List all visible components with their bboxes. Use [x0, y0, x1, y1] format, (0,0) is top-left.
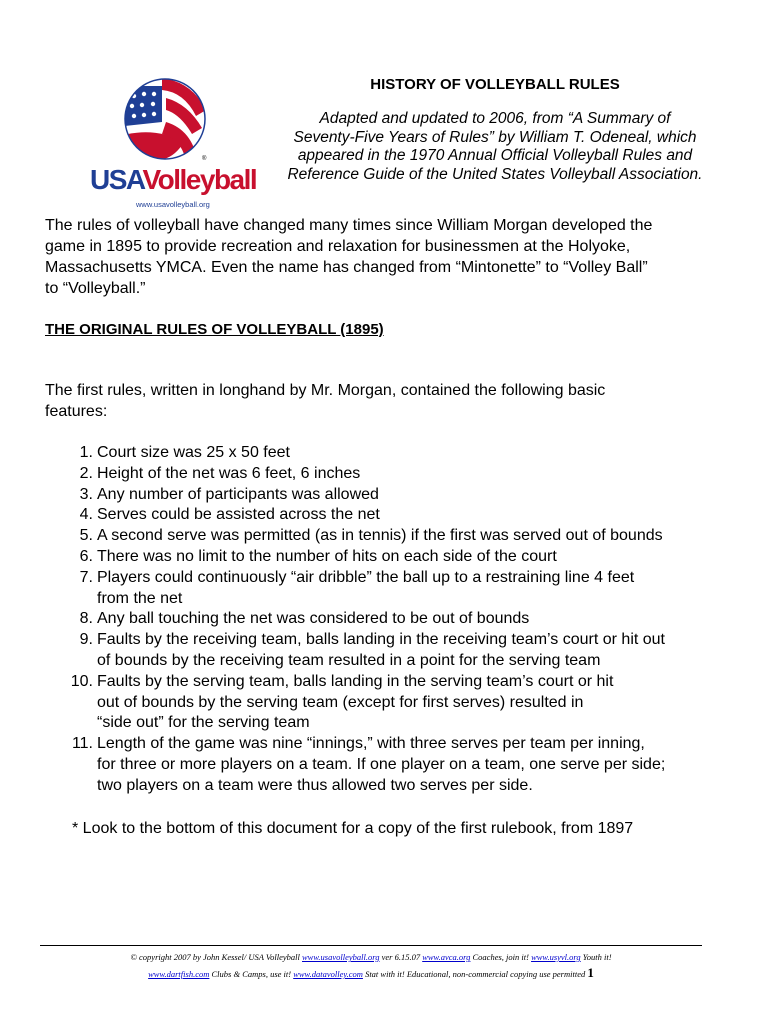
- page-number: 1: [587, 965, 594, 980]
- link-dartfish[interactable]: www.dartfish.com: [148, 969, 210, 979]
- list-item-line: Faults by the serving team, balls landing in the serving team’s court or hit: [97, 672, 614, 690]
- link-usavolleyball[interactable]: www.usavolleyball.org: [302, 952, 380, 962]
- list-item-line: for three or more players on a team. If one player on a team, one serve per side;: [97, 755, 666, 773]
- list-item: [45, 568, 735, 610]
- rulebook-note: * Look to the bottom of this document for a copy of the first rulebook, from 1897: [72, 820, 634, 837]
- list-item: [45, 526, 735, 547]
- subtitle-line: Seventy-Five Years of Rules” by William T. Odeneal, which: [293, 128, 697, 146]
- list-item: [45, 547, 735, 568]
- stat-text: Stat with it! Educational, non-commercial copying use permitted: [362, 969, 588, 979]
- list-item-number: 4.: [79, 506, 93, 524]
- intro-line: to “Volleyball.”: [45, 280, 146, 297]
- footer-line-2: [40, 965, 702, 982]
- subtitle-line: Adapted and updated to 2006, from “A Summary of: [319, 110, 671, 127]
- subtitle-line: appeared in the 1970 Annual Official Volleyball Rules and: [297, 147, 693, 164]
- list-item-number: 11.: [71, 735, 93, 753]
- list-item: [45, 485, 735, 506]
- list-item-number: 1.: [79, 444, 93, 461]
- list-item-line: A second serve was permitted (as in tennis) if the first was served out of bounds: [97, 527, 663, 545]
- wordmark-usa: USA: [90, 164, 143, 195]
- list-item: [45, 464, 735, 485]
- list-item-line: There was no limit to the number of hits on each side of the court: [97, 547, 557, 565]
- version-text: ver 6.15.07: [379, 952, 423, 962]
- link-datavolley[interactable]: www.datavolley.com: [293, 969, 363, 979]
- volleyball-flag-icon: [122, 76, 208, 162]
- list-item: [45, 734, 735, 796]
- list-item-line: Any number of participants was allowed: [97, 485, 379, 503]
- list-item-number: 5.: [79, 527, 93, 545]
- list-item-line: Players could continuously “air dribble” the ball up to a restraining line 4 feet: [97, 568, 635, 586]
- list-item-number: 8.: [79, 610, 93, 628]
- intro-line: Massachusetts YMCA. Even the name has changed from “Mintonette” to “Volley Ball”: [45, 259, 648, 276]
- list-item-line: Serves could be assisted across the net: [97, 506, 380, 524]
- list-item-number: 6.: [79, 547, 93, 565]
- wordmark-volleyball: Volleyball: [142, 164, 257, 195]
- clubs-text: Clubs & Camps, use it!: [209, 969, 294, 979]
- link-usyvl[interactable]: www.usyvl.org: [531, 952, 581, 962]
- list-item: [45, 609, 735, 630]
- intro-line: The rules of volleyball have changed many times since William Morgan developed the: [45, 217, 653, 234]
- page-subtitle: [244, 110, 746, 184]
- lead-paragraph: [45, 380, 725, 422]
- intro-paragraph: [45, 215, 735, 299]
- list-item-number: 9.: [79, 631, 93, 649]
- link-avca[interactable]: www.avca.org: [422, 952, 471, 962]
- page-footer: [40, 949, 702, 982]
- footer-line-1: [40, 949, 702, 965]
- list-item-number: 7.: [79, 568, 93, 586]
- list-item-line: Faults by the receiving team, balls landing in the receiving team’s court or hit out: [97, 631, 665, 649]
- page-title: HISTORY OF VOLLEYBALL RULES: [370, 76, 620, 93]
- list-item: [45, 505, 735, 526]
- subtitle-line: Reference Guide of the United States Volleyball Association.: [287, 165, 703, 183]
- rules-list: [45, 443, 735, 797]
- list-item: [45, 443, 735, 464]
- lead-line: features:: [45, 403, 108, 420]
- list-item-line: from the net: [97, 589, 183, 607]
- usa-volleyball-logo: [86, 76, 257, 236]
- youth-text: Youth it!: [580, 952, 612, 962]
- svg-text:®: ®: [202, 156, 207, 162]
- list-item-line: “side out” for the serving team: [97, 714, 310, 732]
- list-item: [45, 672, 735, 734]
- list-item-line: two players on a team were thus allowed two serves per side.: [97, 776, 533, 794]
- list-item: [45, 630, 735, 672]
- list-item-line: Court size was 25 x 50 feet: [97, 444, 290, 461]
- logo-url: www.usavolleyball.org: [136, 200, 210, 209]
- list-item-line: Length of the game was nine “innings,” with three serves per team per inning,: [97, 735, 645, 753]
- section-heading: THE ORIGINAL RULES OF VOLLEYBALL (1895): [45, 321, 384, 338]
- list-item-line: out of bounds by the serving team (except for first serves) resulted in: [97, 693, 584, 711]
- usa-volleyball-wordmark: [90, 165, 256, 195]
- lead-line: The first rules, written in longhand by Mr. Morgan, contained the following basic: [45, 382, 606, 399]
- list-item-number: 3.: [79, 485, 93, 503]
- list-item-number: 10.: [70, 672, 93, 690]
- footer-divider: [40, 945, 702, 946]
- coaches-text: Coaches, join it!: [470, 952, 532, 962]
- list-item-line: Height of the net was 6 feet, 6 inches: [97, 464, 361, 482]
- copyright-text: © copyright 2007 by John Kessel/ USA Volleyball: [130, 952, 303, 962]
- list-item-line: of bounds by the receiving team resulted in a point for the serving team: [97, 651, 601, 669]
- intro-line: game in 1895 to provide recreation and relaxation for businessmen at the Holyoke,: [45, 238, 631, 255]
- list-item-line: Any ball touching the net was considered to be out of bounds: [97, 610, 530, 628]
- list-item-number: 2.: [79, 464, 93, 482]
